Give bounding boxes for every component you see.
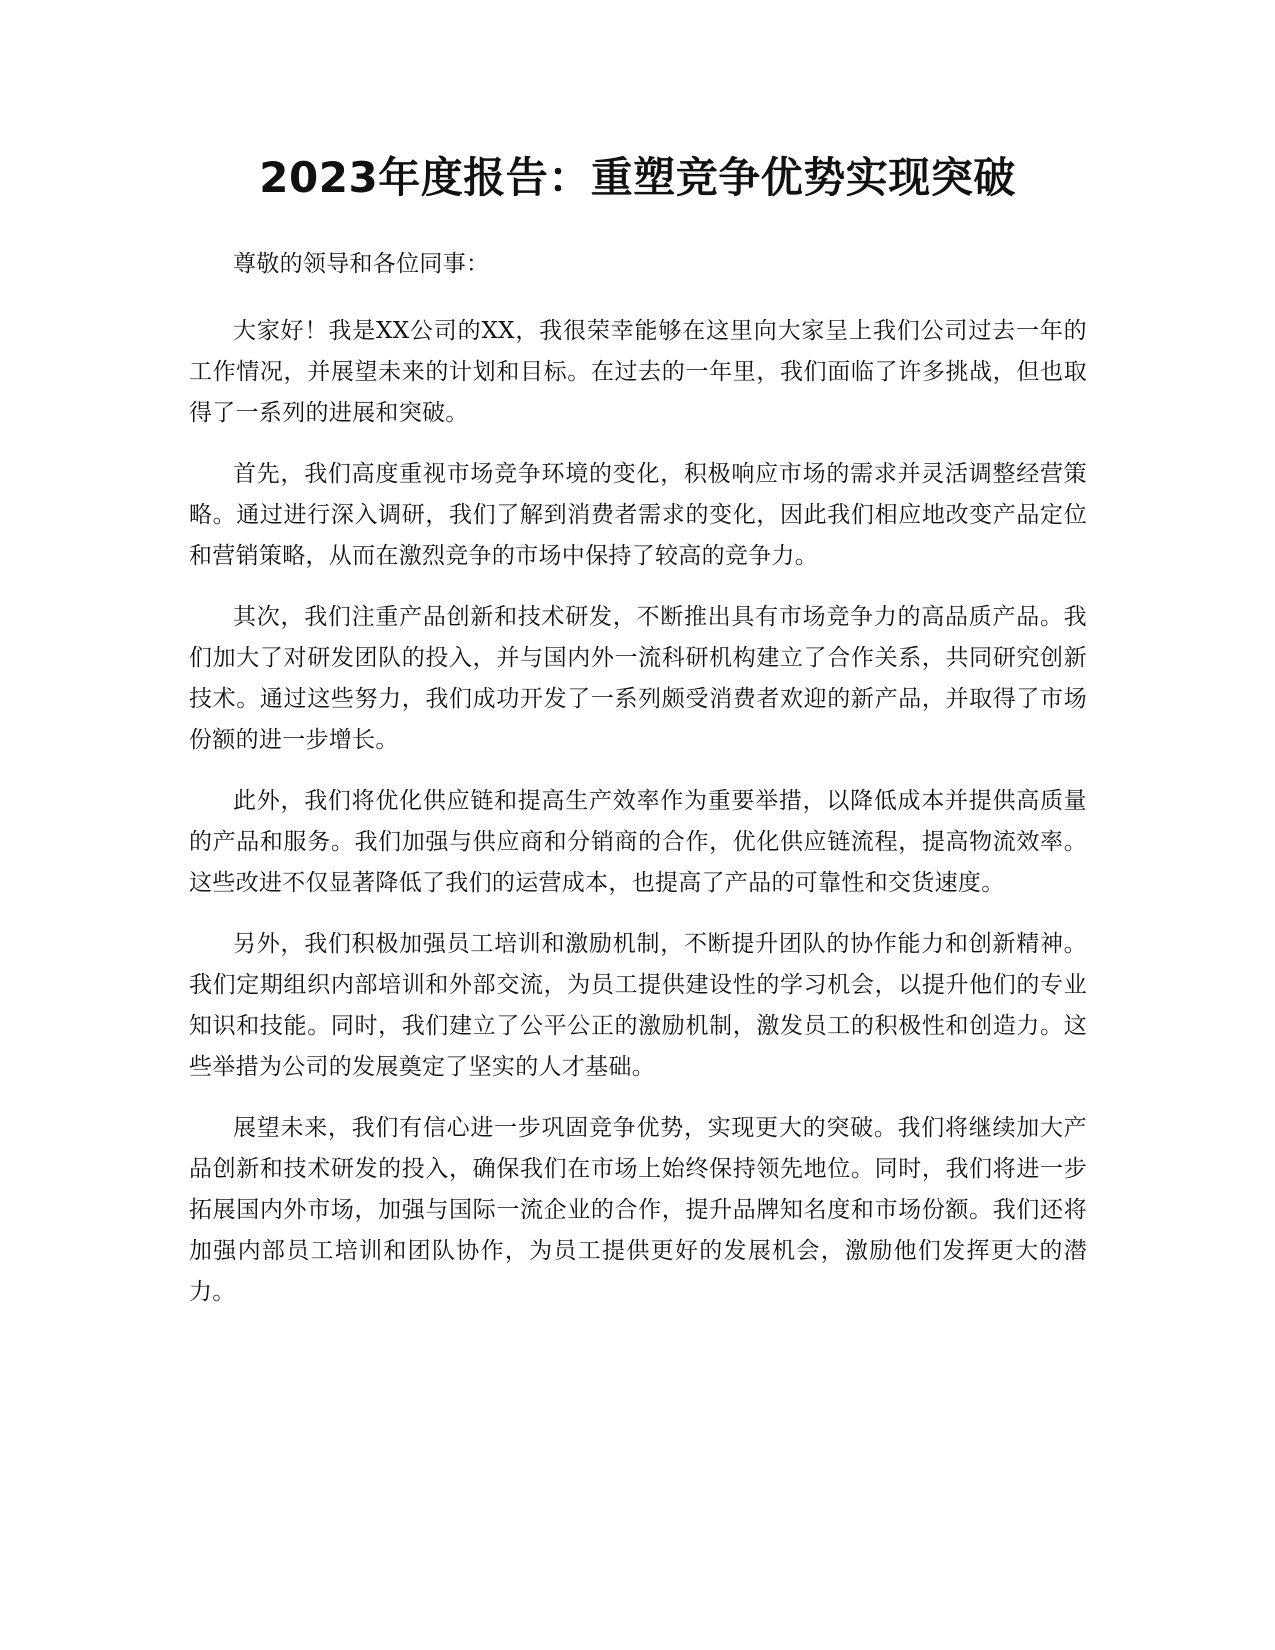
paragraph-training: 另外，我们积极加强员工培训和激励机制，不断提升团队的协作能力和创新精神。我们定期组织内部培训和外部交流，为员工提供建设性的学习机会，以提升他们的专业知识和技能。同时，我们建立了公平公正的激励机制，激发员工的积极性和创造力。这些举措为公司的发展奠定了坚实的人才基础。 — [189, 931, 1087, 1080]
salutation: 尊敬的领导和各位同事： — [233, 251, 490, 277]
paragraph-innovation: 其次，我们注重产品创新和技术研发，不断推出具有市场竞争力的高品质产品。我们加大了对研发团队的投入，并与国内外一流科研机构建立了合作关系，共同研究创新技术。通过这些努力，我们成功开发了一系列颇受消费者欢迎的新产品，并取得了市场份额的进一步增长。 — [189, 604, 1087, 753]
document-title: 2023年度报告：重塑竞争优势实现突破 — [259, 153, 1016, 202]
paragraph-supply-chain: 此外，我们将优化供应链和提高生产效率作为重要举措，以降低成本并提供高质量的产品和服务。我们加强与供应商和分销商的合作，优化供应链流程，提高物流效率。这些改进不仅显著降低了我们的运营成本，也提高了产品的可靠性和交货速度。 — [189, 788, 1087, 896]
paragraph-greeting: 大家好！我是XX公司的XX，我很荣幸能够在这里向大家呈上我们公司过去一年的工作情况，并展望未来的计划和目标。在过去的一年里，我们面临了许多挑战，但也取得了一系列的进展和突破。 — [189, 318, 1087, 426]
document-body — [189, 244, 1087, 1333]
paragraph-outlook: 展望未来，我们有信心进一步巩固竞争优势，实现更大的突破。我们将继续加大产品创新和技术研发的投入，确保我们在市场上始终保持领先地位。同时，我们将进一步拓展国内外市场，加强与国际一流企业的合作，提升品牌知名度和市场份额。我们还将加强内部员工培训和团队协作，为员工提供更好的发展机会，激励他们发挥更大的潜力。 — [189, 1115, 1087, 1305]
paragraph-market-strategy: 首先，我们高度重视市场竞争环境的变化，积极响应市场的需求并灵活调整经营策略。通过进行深入调研，我们了解到消费者需求的变化，因此我们相应地改变产品定位和营销策略，从而在激烈竞争的市场中保持了较高的竞争力。 — [189, 461, 1087, 569]
